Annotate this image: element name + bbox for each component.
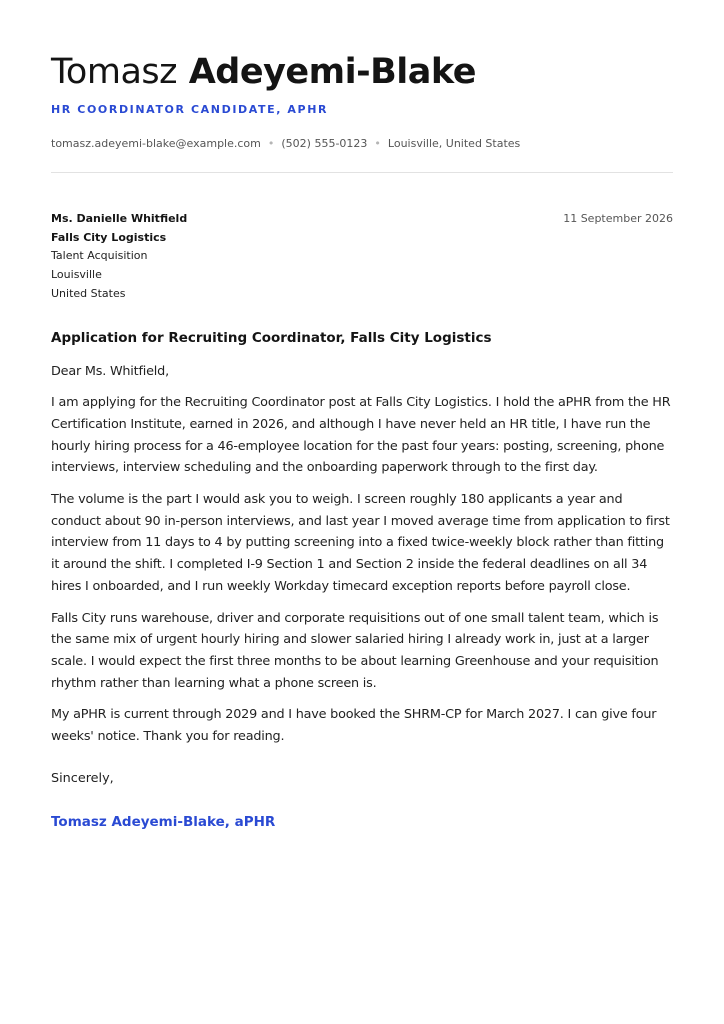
applicant-name <box>51 50 673 94</box>
header-divider <box>51 172 673 173</box>
recipient-name: Ms. Danielle Whitfield <box>51 212 188 225</box>
address-block <box>51 210 673 304</box>
letter-closing: Sincerely, <box>51 770 114 786</box>
body-paragraph: Falls City runs warehouse, driver and corporate requisitions out of one small talent team, which is the same mix of urgent hourly hiring and slower salaried hiring I already work in, just at a larger scale. I would expect the first three months to be about learning Greenhouse and your requisition rhythm rather than learning what a phone screen is. <box>51 610 659 691</box>
contact-location: Louisville, United States <box>387 137 521 150</box>
letter-subject: Application for Recruiting Coordinator, Falls City Logistics <box>51 329 492 346</box>
contact-separator: • <box>374 137 381 150</box>
contact-email: tomasz.adeyemi-blake@example.com <box>51 137 261 150</box>
recipient-country: United States <box>51 286 126 300</box>
recipient-department: Talent Acquisition <box>51 249 148 263</box>
contact-separator: • <box>267 137 275 150</box>
letter-body <box>51 361 673 748</box>
recipient-address <box>51 210 187 304</box>
recipient-city: Louisville <box>51 268 102 282</box>
letter-date: 11 September 2026 <box>563 212 673 225</box>
body-paragraph: The volume is the part I would ask you to weigh. I screen roughly 180 applicants a year and conduct about 90 in-person interviews, and last year I moved average time from application to first interview from 11 days to 4 by putting screening into a fixed twice-weekly block rather than fitting it around the shift. I completed I-9 Section 1 and Section 2 inside the federal deadlines on all 34 hires I onboarded, and I run weekly Workday timecard exception reports before payroll close. <box>51 492 670 594</box>
body-paragraph: My aPHR is current through 2029 and I have booked the SHRM-CP for March 2027. I can give four weeks' notice. Thank you for reading. <box>51 707 657 745</box>
contact-line <box>51 137 673 151</box>
applicant-first-name: Tomasz <box>51 52 177 92</box>
body-paragraph: I am applying for the Recruiting Coordinator post at Falls City Logistics. I hold the aPHR from the HR Certification Institute, earned in 2026, and although I have never held an HR title, I have run the hourly hiring process for a 46-employee location for the past four years: posting, screening, phone interviews, interview scheduling and the onboarding paperwork through to the first day. <box>51 395 671 476</box>
recipient-company: Falls City Logistics <box>51 230 167 244</box>
contact-phone: (502) 555-0123 <box>281 137 368 150</box>
applicant-headline: HR COORDINATOR CANDIDATE, APHR <box>51 103 329 116</box>
salutation: Dear Ms. Whitfield, <box>51 363 169 379</box>
applicant-last-name: Adeyemi-Blake <box>188 52 476 92</box>
letter-signature: Tomasz Adeyemi-Blake, aPHR <box>51 813 276 830</box>
